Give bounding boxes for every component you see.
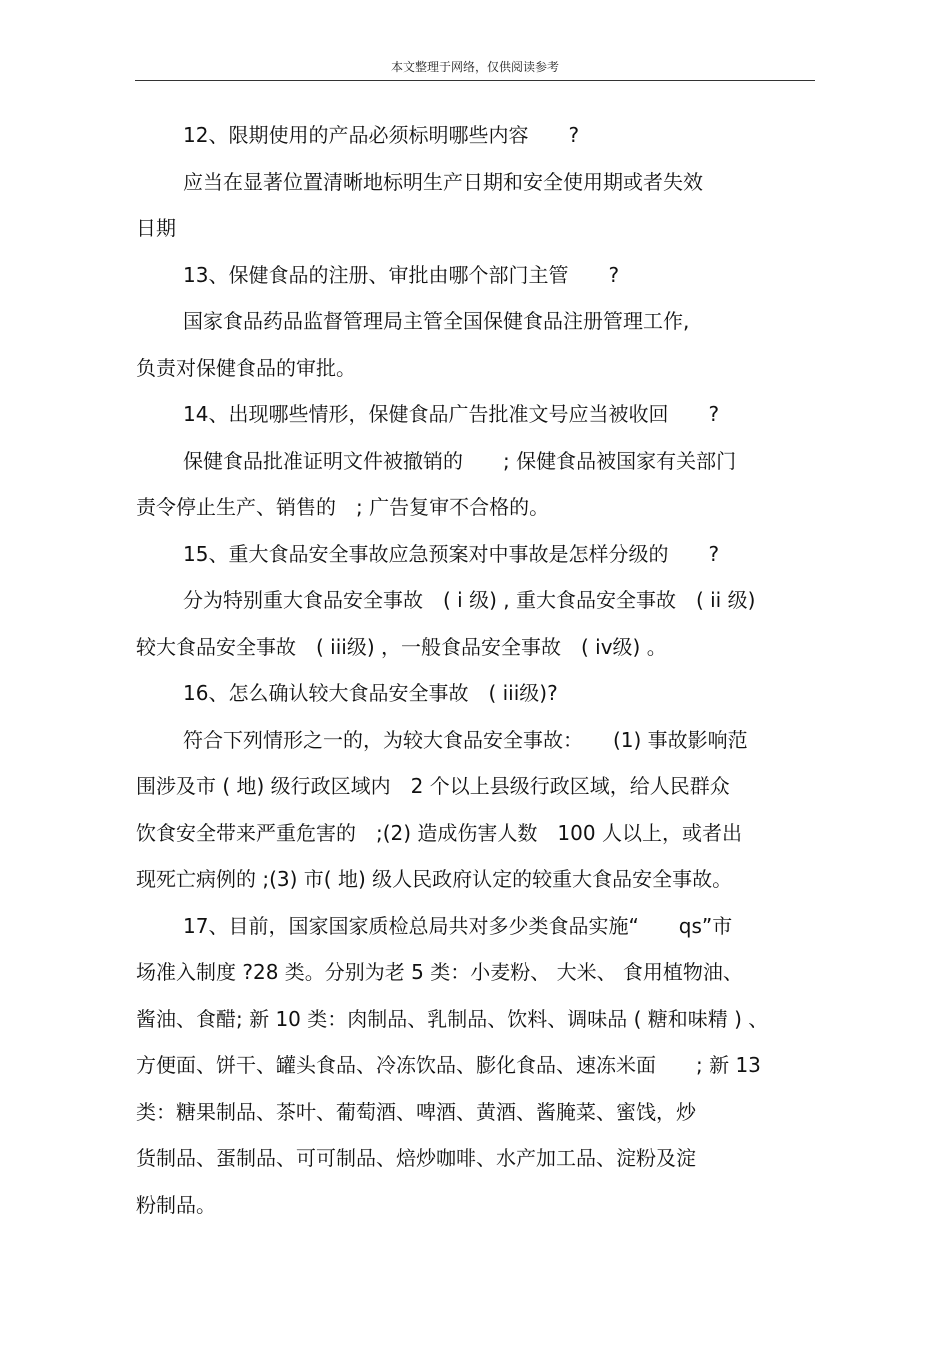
page-header: 本文整理于网络，仅供阅读参考	[390, 60, 559, 74]
answer-15-line-1: 分为特别重大食品安全事故 ( i 级) , 重大食品安全事故 ( ii 级)	[183, 588, 756, 612]
answer-17-line-3: 方便面、饼干、罐头食品、冷冻饮品、膨化食品、速冻米面 ; 新 13	[136, 1053, 761, 1077]
answer-15-line-2: 较大食品安全事故 ( iii级) ，一般食品安全事故 ( iv级) 。	[136, 634, 667, 659]
answer-14-line-1: 保健食品批准证明文件被撤销的 ; 保健食品被国家有关部门	[183, 448, 737, 473]
header-rule	[135, 80, 815, 81]
answer-17-line-1: 场准入制度 ?28 类。分别为老 5 类：小麦粉、 大米、 食用植物油、	[136, 960, 743, 984]
answer-16-line-2: 围涉及市 ( 地) 级行政区域内 2 个以上县级行政区域，给人民群众	[136, 774, 730, 798]
answer-16-line-1: 符合下列情形之一的，为较大食品安全事故： (1) 事故影响范	[183, 727, 748, 752]
question-14: 14、出现哪些情形，保健食品广告批准文号应当被收回 ?	[183, 402, 720, 426]
question-15: 15、重大食品安全事故应急预案对中事故是怎样分级的 ?	[183, 541, 720, 566]
answer-17-line-2: 酱油、食醋; 新 10 类：肉制品、乳制品、饮料、调味品 ( 糖和味精 ) 、	[136, 1006, 769, 1031]
answer-12-line-1: 应当在显著位置清晰地标明生产日期和安全使用期或者失效	[183, 169, 703, 194]
answer-17-line-6: 粉制品。	[136, 1192, 216, 1217]
answer-14-line-2: 责令停止生产、销售的 ; 广告复审不合格的。	[136, 495, 550, 519]
answer-16-line-4: 现死亡病例的 ;(3) 市( 地) 级人民政府认定的较重大食品安全事故。	[136, 867, 733, 891]
answer-17-line-4: 类：糖果制品、茶叶、葡萄酒、啤酒、黄酒、酱腌菜、蜜饯，炒	[136, 1099, 696, 1124]
answer-13-line-1: 国家食品药品监督管理局主管全国保健食品注册管理工作,	[183, 309, 690, 333]
question-13: 13、保健食品的注册、审批由哪个部门主管 ?	[183, 262, 620, 287]
question-12: 12、限期使用的产品必须标明哪些内容 ?	[183, 123, 580, 147]
answer-13-line-2: 负责对保健食品的审批。	[136, 355, 356, 380]
answer-16-line-3: 饮食安全带来严重危害的 ;(2) 造成伤害人数 100 人以上，或者出	[136, 820, 742, 845]
answer-17-line-5: 货制品、蛋制品、可可制品、焙炒咖啡、水产加工品、淀粉及淀	[136, 1146, 696, 1170]
question-17: 17、目前，国家国家质检总局共对多少类食品实施“ qs”市	[183, 913, 733, 938]
answer-12-line-2: 日期	[136, 216, 176, 240]
document-body	[136, 112, 826, 1228]
question-16: 16、怎么确认较大食品安全事故 ( iii级)?	[183, 681, 558, 705]
